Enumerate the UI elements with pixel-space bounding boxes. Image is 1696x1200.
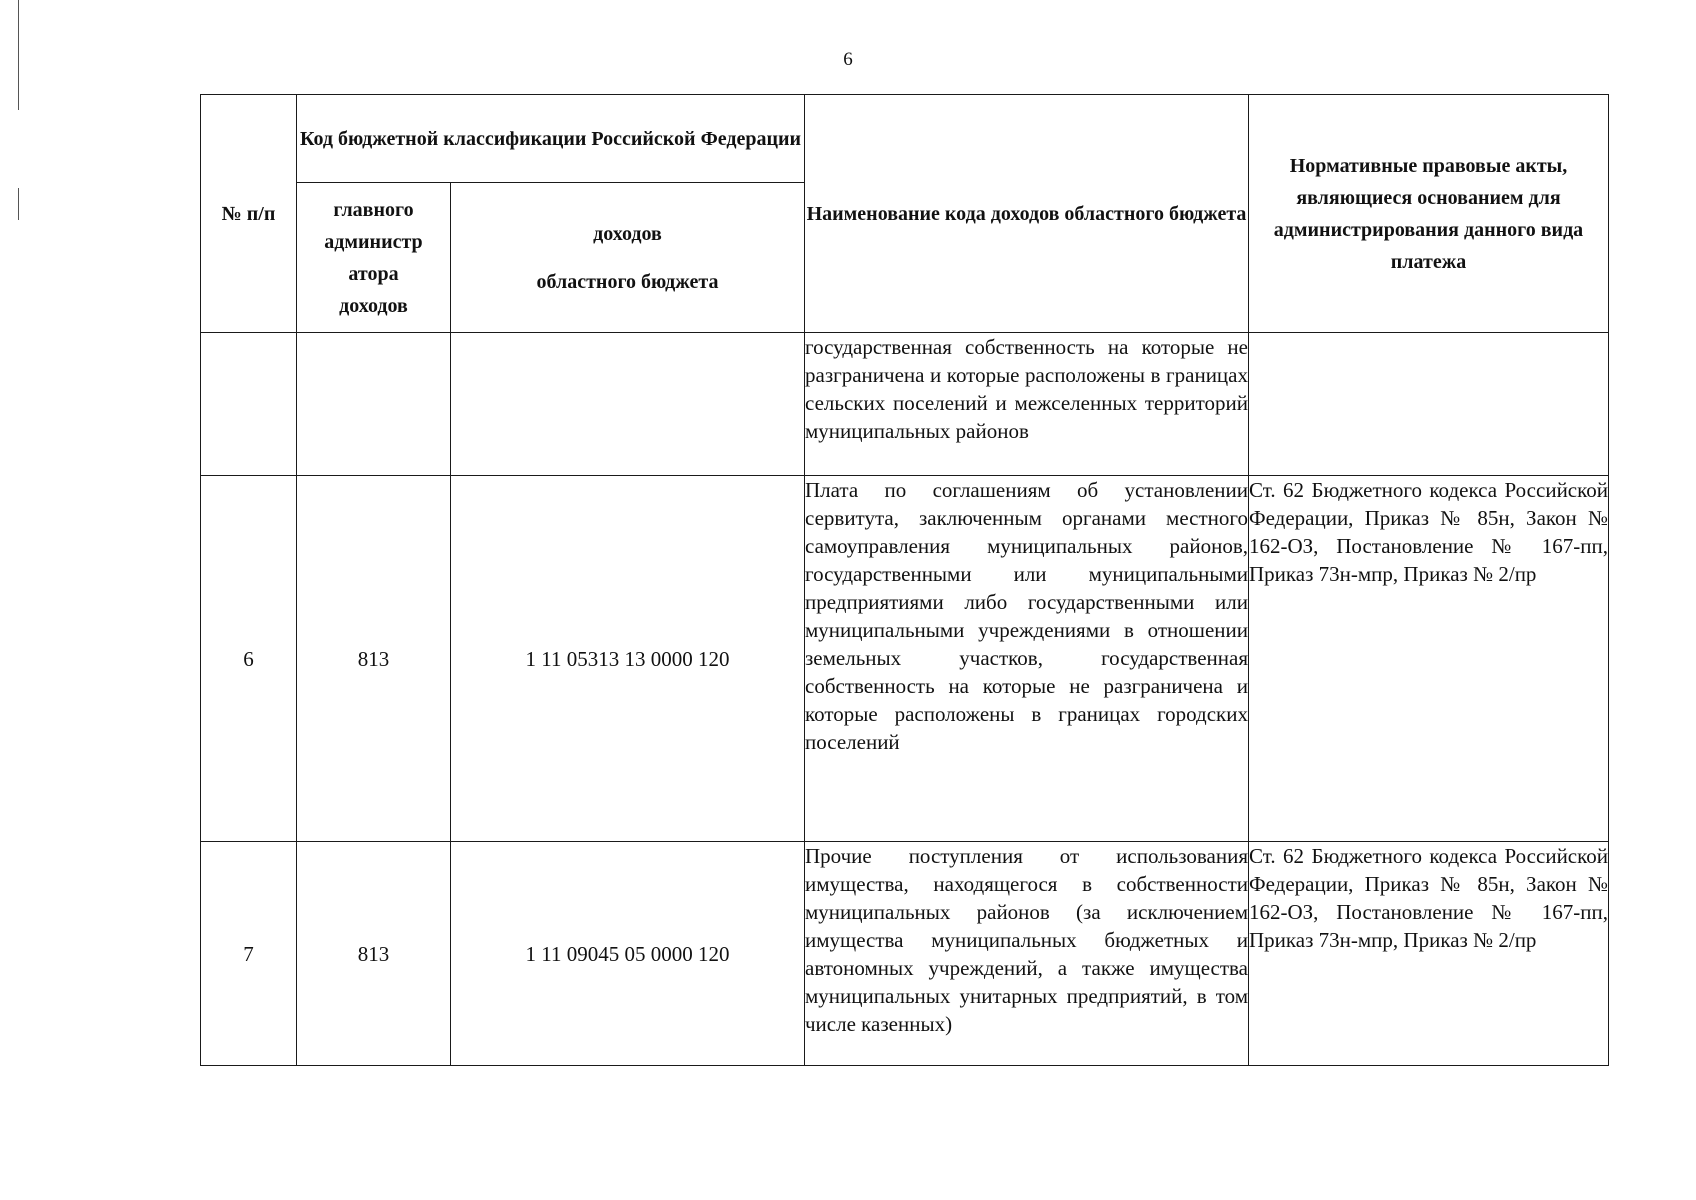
header-number: № п/п (201, 95, 297, 333)
income-code (451, 333, 805, 476)
legal-acts: Ст. 62 Бюджетного кодекса Российской Федерации, Приказ № 85н, Закон № 162-ОЗ, Постановление № 167-пп, Приказ 73н-мпр, Приказ № 2/пр (1249, 476, 1609, 842)
admin-code: 813 (297, 842, 451, 1066)
income-name: Прочие поступления от использования имущества, находящегося в собственности муниципальных районов (за исключением имущества муниципальных бюджетных и автономных учреждений, а также имущества муниципальных унитарных предприятий, в том числе казенных) (805, 842, 1249, 1066)
header-admin-code: главного администр атора доходов (297, 183, 451, 333)
income-name: государственная собственность на которые не разграничена и которые расположены в границах сельских поселений и межселенных территорий муниципальных районов (805, 333, 1249, 476)
admin-code: 813 (297, 476, 451, 842)
income-name: Плата по соглашениям об установлении сервитута, заключенным органами местного самоуправления муниципальных районов, государственными или муниципальными предприятиями либо государственными или муниципальными учреждениями в отношении земельных участков, государственная собственность на которые не разграничена и которые расположены в границах городских поселений (805, 476, 1249, 842)
admin-code (297, 333, 451, 476)
header-income-code: доходов областного бюджета (451, 183, 805, 333)
table-row (201, 476, 1609, 842)
legal-acts (1249, 333, 1609, 476)
row-number: 6 (201, 476, 297, 842)
header-income-name: Наименование кода доходов областного бюджета (805, 95, 1249, 333)
row-number (201, 333, 297, 476)
table-row (201, 842, 1609, 1066)
legal-acts: Ст. 62 Бюджетного кодекса Российской Федерации, Приказ № 85н, Закон № 162-ОЗ, Постановление № 167-пп, Приказ 73н-мпр, Приказ № 2/пр (1249, 842, 1609, 1066)
table-row (201, 333, 1609, 476)
income-code: 1 11 05313 13 0000 120 (451, 476, 805, 842)
header-legal-acts: Нормативные правовые акты, являющиеся основанием для администрирования данного вида платежа (1249, 95, 1609, 333)
header-kbk-group: Код бюджетной классификации Российской Федерации (297, 95, 805, 183)
income-code: 1 11 09045 05 0000 120 (451, 842, 805, 1066)
scan-margin-line (18, 188, 19, 220)
revenue-codes-table (200, 94, 1609, 1066)
row-number: 7 (201, 842, 297, 1066)
page-number: 6 (843, 49, 853, 70)
